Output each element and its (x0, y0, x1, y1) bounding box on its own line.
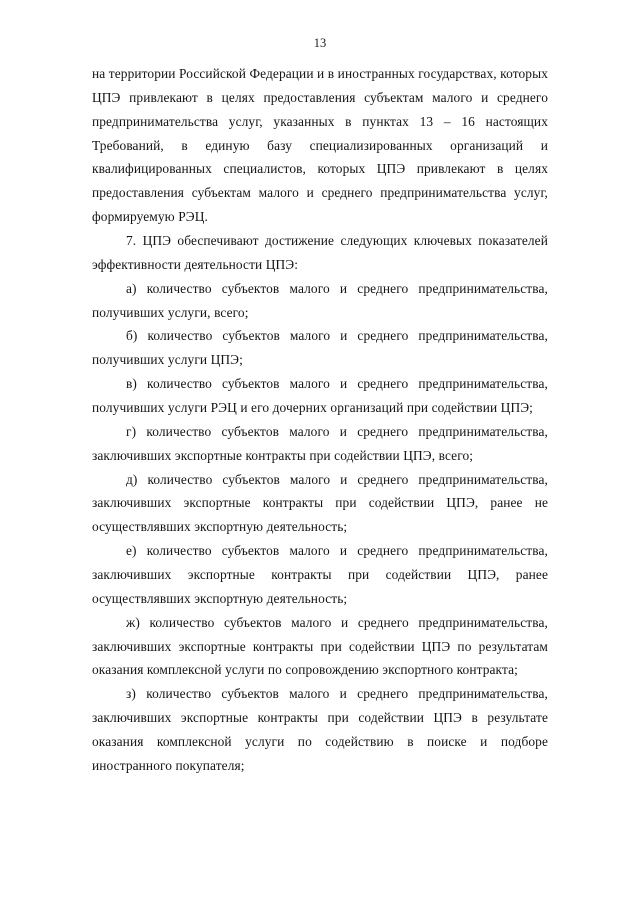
paragraph-item-d: д) количество субъектов малого и среднего предпринимательства, заключивших экспортные контракты при содействии ЦПЭ, ранее не осуществлявших экспортную деятельность; (92, 471, 548, 535)
paragraph-item-z: з) количество субъектов малого и среднего предпринимательства, заключивших экспортные контракты при содействии ЦПЭ в результате оказания комплексной услуги по содействию в поиске и подборе иностранного покупателя; (92, 686, 548, 773)
paragraph-item-a: а) количество субъектов малого и среднего предпринимательства, получивших услуги, всего; (92, 280, 548, 320)
paragraph-item-zh: ж) количество субъектов малого и среднего предпринимательства, заключивших экспортные контракты при содействии ЦПЭ по результатам оказания комплексной услуги по сопровождению экспортного контракта; (92, 614, 548, 678)
paragraph-item-e: е) количество субъектов малого и среднего предпринимательства, заключивших экспортные контракты при содействии ЦПЭ, ранее осуществлявших экспортную деятельность; (92, 543, 548, 606)
page-number: 13 (313, 36, 327, 50)
paragraph-item-v: в) количество субъектов малого и среднего предпринимательства, получивших услуги РЭЦ и его дочерних организаций при содействии ЦПЭ; (92, 376, 548, 416)
paragraph-continued: на территории Российской Федерации и в иностранных государствах, которых ЦПЭ привлекают в целях предоставления субъектам малого и среднего предпринимательства услуг, указанных в пунктах 13 – 16 настоящих Требований, в единую базу специализированных организаций и квалифицированных специалистов, которых ЦПЭ привлекают в целях предоставления субъектам малого и среднего предпринимательства услуг, формируемую РЭЦ. (92, 66, 548, 225)
paragraph-item-g: г) количество субъектов малого и среднего предпринимательства, заключивших экспортные контракты при содействии ЦПЭ, всего; (92, 423, 548, 463)
paragraph-item-b: б) количество субъектов малого и среднего предпринимательства, получивших услуги ЦПЭ; (92, 328, 548, 368)
document-body (92, 62, 548, 778)
paragraph-item-7: 7. ЦПЭ обеспечивают достижение следующих ключевых показателей эффективности деятельности ЦПЭ: (92, 233, 548, 272)
